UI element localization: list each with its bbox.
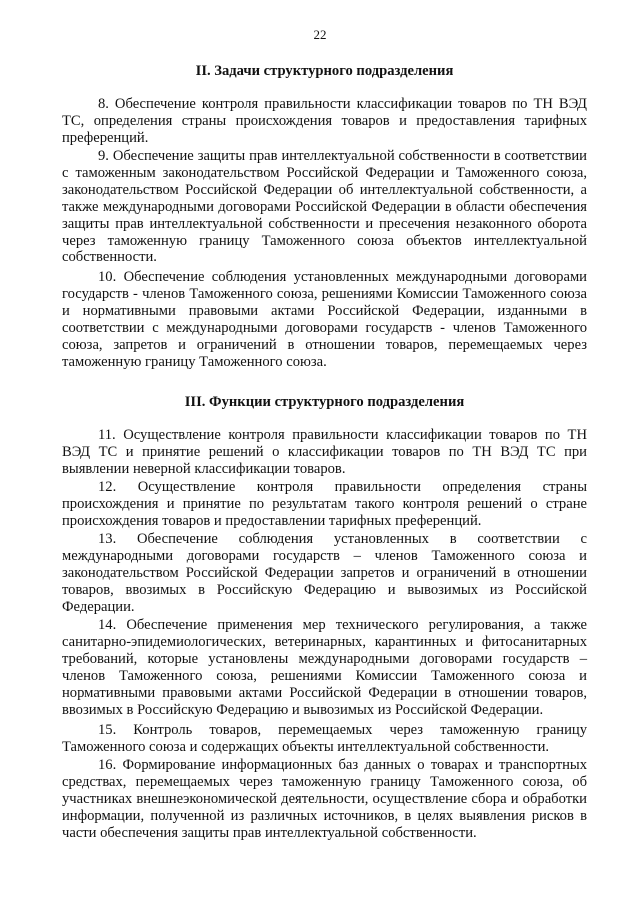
paragraph-14: 14. Обеспечение применения мер технического регулирования, а также санитарно-эпидемиологических, ветеринарных, карантинных и фитосанитарных требований, которые установлены международными договорами государств – членов Таможенного союза, решениями Комиссии Таможенного союза и нормативными правовыми актами Российской Федерации в отношении товаров, ввозимых в Российскую Федерацию и вывозимых из Российской Федерации.: [62, 617, 587, 718]
section-heading-tasks: II. Задачи структурного подразделения: [195, 63, 454, 79]
paragraph-8: 8. Обеспечение контроля правильности классификации товаров по ТН ВЭД ТС, определения страны происхождения товаров и предоставления тарифных преференций.: [62, 96, 587, 146]
paragraph-13: 13. Обеспечение соблюдения установленных в соответствии с международными договорами государств – членов Таможенного союза и законодательством Российской Федерации запретов и ограничений в отношении товаров, ввозимых в Российскую Федерацию и вывозимых из Российской Федерации.: [62, 531, 587, 615]
section-heading-functions: III. Функции структурного подразделения: [184, 394, 465, 410]
paragraph-16: 16. Формирование информационных баз данных о товарах и транспортных средствах, перемещаемых через таможенную границу Таможенного союза, об участниках внешнеэкономической деятельности, осуществление сбора и обработки информации, полученной из различных источников, в целях выявления рисков в части обеспечения защиты прав интеллектуальной собственности.: [62, 757, 587, 841]
paragraph-9: 9. Обеспечение защиты прав интеллектуальной собственности в соответствии с таможенным законодательством Российской Федерации и Таможенного союза, законодательством Российской Федерации об интеллектуальной собственности, а также международными договорами Российской Федерации в области обеспечения защиты прав интеллектуальной собственности и пресечения незаконного оборота через таможенную границу Таможенного союза объектов интеллектуальной собственности.: [62, 148, 587, 266]
paragraph-15: 15. Контроль товаров, перемещаемых через таможенную границу Таможенного союза и содержащих объекты интеллектуальной собственности.: [62, 722, 587, 755]
paragraph-11: 11. Осуществление контроля правильности классификации товаров по ТН ВЭД ТС и принятие решений о классификации товаров по ТН ВЭД ТС при выявлении неверной классификации товаров.: [62, 427, 587, 477]
paragraph-10: 10. Обеспечение соблюдения установленных международными договорами государств - членов Таможенного союза, решениями Комиссии Таможенного союза и нормативными правовыми актами Российской Федерации, изданными в соответствии с международными договорами государств - членов Таможенного союза, запретов и ограничений в отношении товаров, перемещаемых через таможенную границу Таможенного союза.: [62, 269, 587, 370]
paragraph-12: 12. Осуществление контроля правильности определения страны происхождения и принятие по результатам такого контроля решений о стране происхождения товаров и предоставлении тарифных преференций.: [62, 479, 587, 529]
page-number: 22: [313, 27, 327, 42]
